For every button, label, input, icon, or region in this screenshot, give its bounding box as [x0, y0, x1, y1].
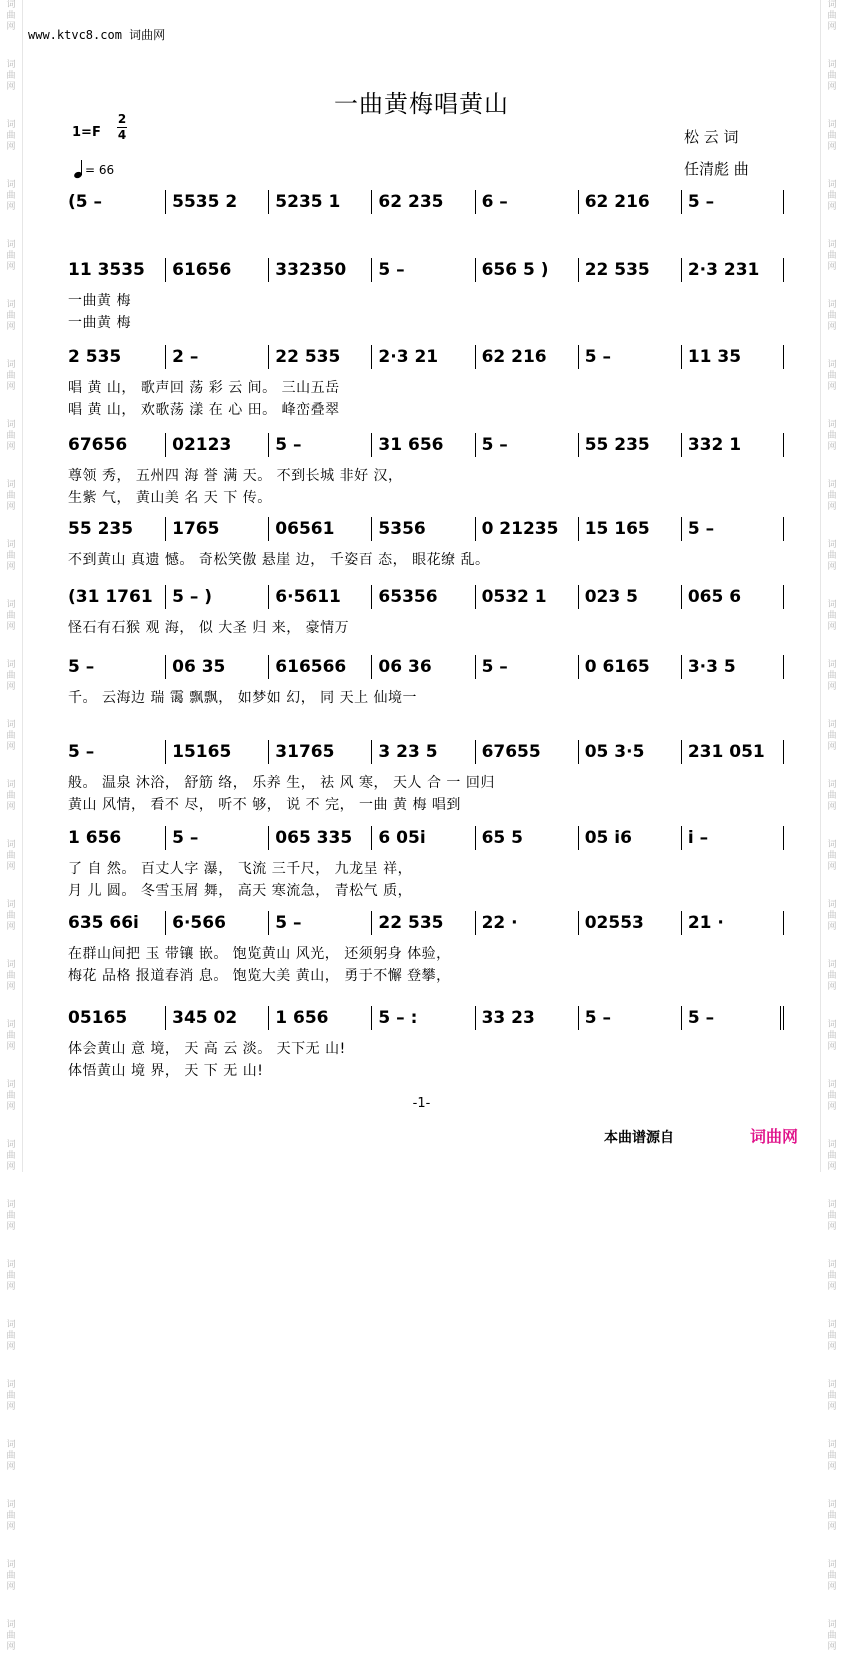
measure: 2·3 21	[371, 345, 474, 369]
measure: 3·3 5	[681, 655, 784, 679]
notation-line	[62, 190, 784, 214]
watermark-text: 词 曲 网	[827, 900, 837, 932]
time-signature	[117, 113, 127, 142]
watermark-text: 词 曲 网	[6, 1320, 16, 1352]
watermark-text: 词 曲 网	[827, 1500, 837, 1532]
measure: 5 –	[371, 258, 474, 282]
lyric-line: 唱 黄 山， 歌声回 荡 彩 云 间。 三山五岳	[68, 380, 340, 396]
measure: 1765	[165, 517, 268, 541]
watermark-text: 词 曲 网	[827, 120, 837, 152]
measure: 5 –	[268, 911, 371, 935]
key-signature: 1=F	[72, 125, 101, 140]
measure: 55 235	[68, 519, 134, 539]
measure: 11 35	[681, 345, 784, 369]
measure: 5535 2	[165, 190, 268, 214]
measure: 1 656	[268, 1006, 371, 1030]
lyric-line: 生紫 气， 黄山美 名 天 下 传。	[68, 490, 272, 506]
watermark-text: 词 曲 网	[6, 120, 16, 152]
watermark-text: 词 曲 网	[6, 600, 16, 632]
measure: 3 23 5	[371, 740, 474, 764]
watermark-text: 词 曲 网	[827, 1560, 837, 1592]
measure: 65356	[371, 585, 474, 609]
measure: 5 –	[475, 655, 578, 679]
lyric-line: 不到黄山 真遗 憾。 奇松笑傲 悬崖 边， 千姿百 态， 眼花缭 乱。	[68, 552, 490, 568]
measure: 656 5 )	[475, 258, 578, 282]
watermark-text: 词 曲 网	[6, 900, 16, 932]
measure: 332 1	[681, 433, 784, 457]
watermark-text: 词 曲 网	[827, 1620, 837, 1652]
lyric-line: 千。 云海边 瑞 霭 飘飘， 如梦如 幻， 同 天上 仙境一	[68, 690, 418, 706]
measure: 67656	[68, 435, 128, 455]
measure: 5 –	[578, 1006, 681, 1030]
watermark-text: 词 曲 网	[827, 1320, 837, 1352]
measure: 345 02	[165, 1006, 268, 1030]
measure: 5 –	[475, 433, 578, 457]
watermark-text: 词 曲 网	[6, 660, 16, 692]
measure: 5356	[371, 517, 474, 541]
quarter-note-icon	[73, 160, 83, 180]
measure: 5 – :	[371, 1006, 474, 1030]
measure: 21 ·	[681, 911, 784, 935]
measure: 5 –	[681, 1006, 784, 1030]
measure: 31765	[268, 740, 371, 764]
notation-line	[62, 517, 784, 541]
measure: 1 656	[68, 828, 122, 848]
measure: 5 –	[165, 826, 268, 850]
measure: 62 216	[578, 190, 681, 214]
measure: 33 23	[475, 1006, 578, 1030]
measure: 2 535	[68, 347, 122, 367]
measure: 5 –	[681, 190, 784, 214]
watermark-text: 词 曲 网	[827, 660, 837, 692]
watermark-text: 词 曲 网	[827, 1440, 837, 1472]
measure: 5 –	[268, 433, 371, 457]
measure: 2·3 231	[681, 258, 784, 282]
measure: 55 235	[578, 433, 681, 457]
margin-line-right	[820, 0, 821, 1172]
measure: 31 656	[371, 433, 474, 457]
measure: 0 21235	[475, 517, 578, 541]
page-number: -1-	[412, 1096, 431, 1111]
notation-line	[62, 826, 784, 850]
lyric-line: 体悟黄山 境 界， 天 下 无 山!	[68, 1063, 264, 1079]
measure: 332350	[268, 258, 371, 282]
watermark-text: 词 曲 网	[6, 300, 16, 332]
notation-line	[62, 258, 784, 282]
watermark-text: 词 曲 网	[6, 0, 16, 32]
measure: 6 05i	[371, 826, 474, 850]
notation-line	[62, 585, 784, 609]
margin-line-left	[22, 0, 23, 1172]
lyric-line: 了 自 然。 百丈人字 瀑， 飞流 三千尺， 九龙呈 祥，	[68, 861, 413, 877]
watermark-text: 词 曲 网	[6, 480, 16, 512]
watermark-column-left	[2, 0, 20, 1652]
watermark-text: 词 曲 网	[6, 720, 16, 752]
watermark-text: 词 曲 网	[827, 420, 837, 452]
measure: 635 66i	[68, 913, 139, 933]
notation-line	[62, 1006, 784, 1030]
lyric-line: 一曲黄 梅	[68, 293, 131, 309]
tempo-marking	[73, 160, 114, 180]
site-url[interactable]: www.ktvc8.com 词曲网	[28, 28, 166, 42]
measure: 02123	[165, 433, 268, 457]
watermark-text: 词 曲 网	[827, 720, 837, 752]
measure: 05 i6	[578, 826, 681, 850]
measure: 65 5	[475, 826, 578, 850]
notation-line	[62, 911, 784, 935]
lyric-line: 梅花 品格 报道春消 息。 饱览大美 黄山， 勇于不懈 登攀，	[68, 968, 451, 984]
watermark-text: 词 曲 网	[6, 1560, 16, 1592]
measure: (5 –	[68, 192, 103, 212]
watermark-text: 词 曲 网	[6, 960, 16, 992]
lyric-line: 月 儿 圆。 冬雪玉屑 舞， 高天 寒流急， 青松气 质，	[68, 883, 413, 899]
source-logo[interactable]: 词曲网	[750, 1127, 799, 1146]
measure: 06 35	[165, 655, 268, 679]
watermark-text: 词 曲 网	[827, 180, 837, 212]
composer-credit: 任清彪 曲	[684, 160, 749, 178]
measure: 0 6165	[578, 655, 681, 679]
measure: 0532 1	[475, 585, 578, 609]
watermark-text: 词 曲 网	[6, 360, 16, 392]
lyric-line: 唱 黄 山， 欢歌荡 漾 在 心 田。 峰峦叠翠	[68, 402, 340, 418]
measure: 5 –	[578, 345, 681, 369]
measure: 616566	[268, 655, 371, 679]
source-label: 本曲谱源自	[604, 1130, 674, 1146]
watermark-text: 词 曲 网	[6, 60, 16, 92]
measure: 61656	[165, 258, 268, 282]
watermark-text: 词 曲 网	[827, 240, 837, 272]
watermark-text: 词 曲 网	[6, 1200, 16, 1232]
watermark-text: 词 曲 网	[6, 240, 16, 272]
watermark-text: 词 曲 网	[6, 1440, 16, 1472]
measure: 5 –	[68, 742, 95, 762]
measure: 02553	[578, 911, 681, 935]
watermark-text: 词 曲 网	[6, 180, 16, 212]
watermark-text: 词 曲 网	[6, 1080, 16, 1112]
watermark-text: 词 曲 网	[6, 780, 16, 812]
tempo-value: = 66	[85, 163, 115, 177]
watermark-text: 词 曲 网	[827, 780, 837, 812]
notation-line	[62, 655, 784, 679]
notation-line	[62, 740, 784, 764]
measure: 62 235	[371, 190, 474, 214]
measure: 06 36	[371, 655, 474, 679]
watermark-text: 词 曲 网	[827, 600, 837, 632]
measure: 5235 1	[268, 190, 371, 214]
measure: 065 6	[681, 585, 784, 609]
time-bottom: 4	[117, 128, 127, 142]
measure: (31 1761	[68, 587, 153, 607]
watermark-text: 词 曲 网	[6, 840, 16, 872]
lyric-line: 在群山间把 玉 带镶 嵌。 饱览黄山 风光， 还须躬身 体验，	[68, 946, 451, 962]
watermark-text: 词 曲 网	[827, 540, 837, 572]
watermark-column-right	[823, 0, 841, 1652]
lyric-line: 怪石有石猴 观 海， 似 大圣 归 来， 豪情万	[68, 620, 350, 636]
watermark-text: 词 曲 网	[827, 360, 837, 392]
song-title: 一曲黄梅唱黄山	[334, 90, 509, 118]
measure: 22 535	[578, 258, 681, 282]
measure: 231 051	[681, 740, 784, 764]
measure: 5 –	[681, 517, 784, 541]
watermark-text: 词 曲 网	[6, 540, 16, 572]
measure: 05165	[68, 1008, 128, 1028]
lyric-line: 体会黄山 意 境， 天 高 云 淡。 天下无 山!	[68, 1041, 346, 1057]
measure: i –	[681, 826, 784, 850]
lyric-line: 一曲黄 梅	[68, 315, 131, 331]
measure: 22 535	[371, 911, 474, 935]
measure: 22 535	[268, 345, 371, 369]
lyricist-credit: 松 云 词	[684, 128, 739, 146]
watermark-text: 词 曲 网	[827, 840, 837, 872]
measure: 11 3535	[68, 260, 145, 280]
notation-line	[62, 433, 784, 457]
watermark-text: 词 曲 网	[827, 300, 837, 332]
measure: 06561	[268, 517, 371, 541]
measure: 15 165	[578, 517, 681, 541]
watermark-text: 词 曲 网	[827, 1260, 837, 1292]
measure: 6 –	[475, 190, 578, 214]
measure: 065 335	[268, 826, 371, 850]
watermark-text: 词 曲 网	[827, 0, 837, 32]
measure: 023 5	[578, 585, 681, 609]
watermark-text: 词 曲 网	[827, 1020, 837, 1052]
measure: 6·566	[165, 911, 268, 935]
watermark-text: 词 曲 网	[827, 1140, 837, 1172]
watermark-text: 词 曲 网	[6, 420, 16, 452]
lyric-line: 黄山 风情， 看不 尽， 听不 够， 说 不 完， 一曲 黄 梅 唱到	[68, 797, 461, 813]
watermark-text: 词 曲 网	[827, 60, 837, 92]
notation-line	[62, 345, 784, 369]
watermark-text: 词 曲 网	[6, 1020, 16, 1052]
measure: 5 – )	[165, 585, 268, 609]
watermark-text: 词 曲 网	[6, 1500, 16, 1532]
watermark-text: 词 曲 网	[827, 960, 837, 992]
time-top: 2	[117, 112, 127, 126]
measure: 22 ·	[475, 911, 578, 935]
watermark-text: 词 曲 网	[827, 1080, 837, 1112]
lyric-line: 尊领 秀， 五州四 海 誉 满 天。 不到长城 非好 汉，	[68, 468, 403, 484]
watermark-text: 词 曲 网	[6, 1620, 16, 1652]
watermark-text: 词 曲 网	[827, 1380, 837, 1412]
watermark-text: 词 曲 网	[827, 1200, 837, 1232]
watermark-text: 词 曲 网	[827, 480, 837, 512]
measure: 62 216	[475, 345, 578, 369]
measure: 05 3·5	[578, 740, 681, 764]
watermark-text: 词 曲 网	[6, 1140, 16, 1172]
measure: 15165	[165, 740, 268, 764]
watermark-text: 词 曲 网	[6, 1260, 16, 1292]
measure: 2 –	[165, 345, 268, 369]
watermark-text: 词 曲 网	[6, 1380, 16, 1412]
measure: 67655	[475, 740, 578, 764]
measure: 5 –	[68, 657, 95, 677]
lyric-line: 般。 温泉 沐浴， 舒筋 络， 乐养 生， 祛 风 寒， 天人 合 一 回归	[68, 775, 495, 791]
measure: 6·5611	[268, 585, 371, 609]
